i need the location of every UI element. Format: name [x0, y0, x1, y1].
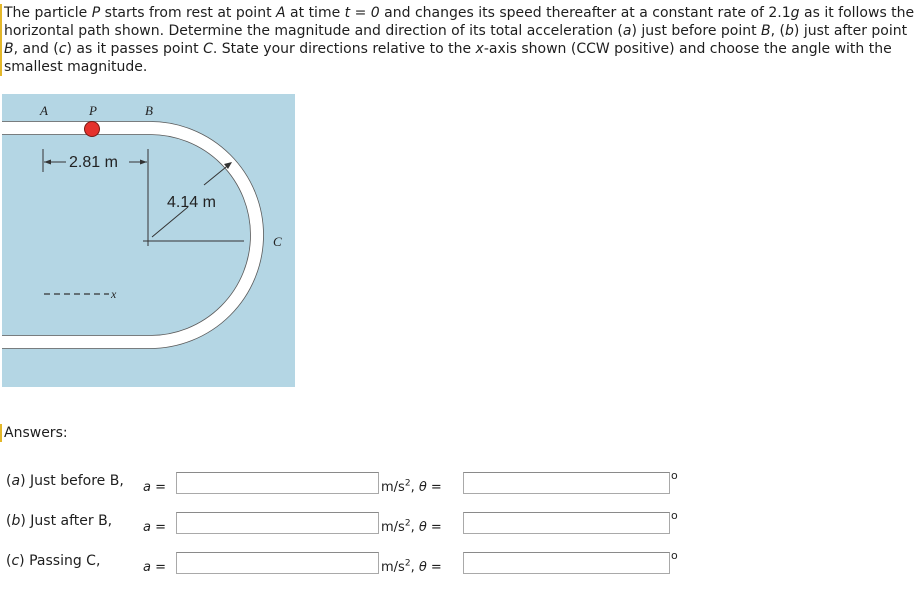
- text-variable: g: [790, 5, 800, 21]
- text-variable: b: [785, 23, 794, 39]
- text-segment: . State your directions relative to the: [212, 41, 476, 57]
- accel-symbol: a =: [143, 560, 166, 575]
- text-segment: , (: [770, 23, 786, 39]
- answer-row-a: [0, 469, 914, 502]
- label-p: P: [89, 103, 97, 118]
- text-variable: x: [475, 41, 484, 57]
- text-variable: P: [91, 5, 101, 21]
- units-label: $m/s^2$, θ =: [381, 478, 442, 495]
- accel-magnitude-input-c[interactable]: [176, 552, 379, 574]
- accel-magnitude-input-a[interactable]: [176, 472, 379, 494]
- angle-input-a[interactable]: [463, 472, 670, 494]
- answer-row-c: [0, 549, 914, 582]
- text-variable: B: [4, 41, 14, 57]
- text-segment: and changes its speed thereafter at a constant rate of 2.1: [379, 5, 791, 21]
- track-diagram-svg: [2, 94, 295, 387]
- answer-label-a: (a) Just before B,: [6, 473, 124, 489]
- x-axis-label: x: [111, 287, 117, 301]
- text-variable: B: [761, 23, 771, 39]
- accel-symbol: a =: [143, 520, 166, 535]
- text-segment: starts from rest at point: [100, 5, 277, 21]
- track-path: [2, 128, 257, 342]
- text-variable: a: [622, 23, 632, 39]
- accel-symbol: a =: [143, 480, 166, 495]
- text-segment: The particle: [4, 5, 92, 21]
- dim-arrow-left: [44, 160, 51, 165]
- angle-input-c[interactable]: [463, 552, 670, 574]
- track-inner-edge: [2, 135, 250, 336]
- answers-heading: Answers:: [0, 424, 68, 442]
- dim-arrow-right: [140, 160, 147, 165]
- label-a: A: [40, 103, 48, 118]
- answer-label-b: (b) Just after B,: [6, 513, 113, 529]
- label-c: C: [273, 234, 282, 249]
- text-segment: =: [350, 5, 371, 21]
- radius-line-lower: [152, 207, 188, 237]
- text-variable: A: [276, 5, 286, 21]
- text-segment: , and (: [13, 41, 59, 57]
- problem-statement: [0, 4, 914, 76]
- particle-p: [85, 122, 100, 137]
- label-b: B: [145, 103, 153, 118]
- text-segment: as it follows the horizontal path shown. Determine the magnitude and direction of its total acceleration (: [4, 5, 914, 39]
- angle-input-b[interactable]: [463, 512, 670, 534]
- answer-row-b: [0, 509, 914, 542]
- text-variable: C: [203, 41, 213, 57]
- text-segment: ) as it passes point: [66, 41, 204, 57]
- track-diagram: [2, 94, 295, 387]
- units-label: $m/s^2$, θ =: [381, 518, 442, 535]
- answer-label-c: (c) Passing C,: [6, 553, 101, 569]
- text-segment: ) just after point: [793, 23, 908, 39]
- text-segment: at time: [285, 5, 345, 21]
- degree-symbol: o: [671, 549, 678, 562]
- text-variable: c: [58, 41, 67, 57]
- degree-symbol: o: [671, 509, 678, 522]
- units-label: $m/s^2$, θ =: [381, 558, 442, 575]
- dim-straight-label: 2.81 m: [69, 154, 118, 171]
- dim-radius-label: 4.14 m: [167, 194, 216, 211]
- text-segment: ) just before point: [631, 23, 762, 39]
- accel-magnitude-input-b[interactable]: [176, 512, 379, 534]
- text-variable: t: [344, 5, 351, 21]
- degree-symbol: o: [671, 469, 678, 482]
- text-variable: 0: [370, 5, 380, 21]
- text-segment: -axis shown (CCW positive) and choose the angle with the smallest magnitude.: [4, 41, 892, 75]
